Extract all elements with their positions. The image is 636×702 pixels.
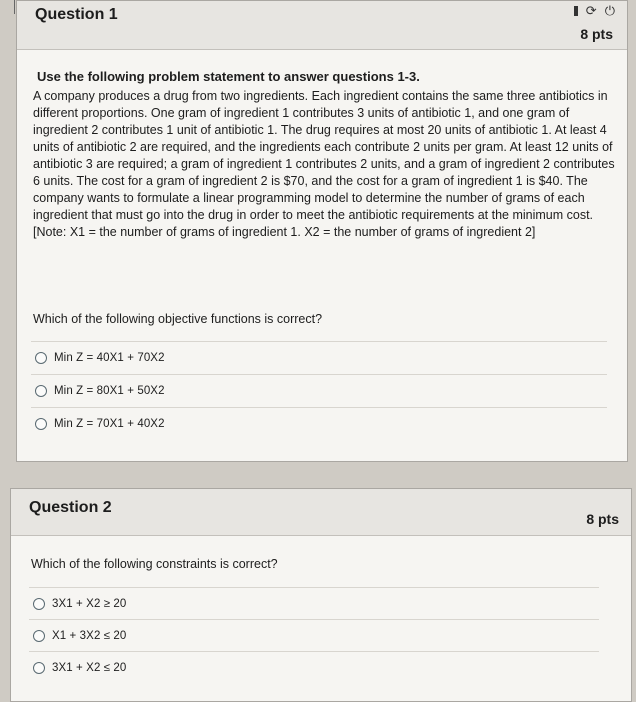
answer-option[interactable] xyxy=(29,619,599,651)
radio-button[interactable] xyxy=(33,662,45,674)
question-1-header xyxy=(17,1,627,50)
question-2-card xyxy=(10,488,632,702)
answer-option[interactable] xyxy=(31,407,607,440)
answer-option[interactable] xyxy=(31,374,607,407)
question-title: Question 2 xyxy=(29,499,112,516)
problem-statement: A company produces a drug from two ingredients. Each ingredient contains the same three antibiotics in different proportions. One gram of ingredient 1 contributes 3 units of antibiotic 1, and one gram of ingredient 2 contributes 1 unit of antibiotic 1. The drug requires at most 20 units of antibiotic 1. At least 4 units of antibiotic 2 are required, and the ingredients each contribute 2 units per gram. At least 12 units of antibiotic 3 are required; a gram of ingredient 1 contributes 2 units, and a gram of ingredient 2 contributes 6 units. The cost for a gram of ingredient 2 is $70, and the cost for a gram of ingredient 1 is $40. The company wants to formulate a linear programming model to determine the number of grams of each ingredient that must go into the drug in order to meet the antibiotic requirements at the minimum cost. [Note: X1 = the number of grams of ingredient 1. X2 = the number of grams of ingredient 2] xyxy=(33,89,615,239)
answer-option[interactable] xyxy=(29,587,599,619)
radio-button[interactable] xyxy=(33,598,45,610)
answer-list xyxy=(11,587,631,683)
question-points: 8 pts xyxy=(580,26,613,42)
question-2-header xyxy=(11,489,631,536)
answer-label: Min Z = 70X1 + 40X2 xyxy=(54,418,165,430)
answer-option[interactable] xyxy=(29,651,599,683)
question-text: Which of the following constraints is correct? xyxy=(31,557,278,571)
answer-label: Min Z = 80X1 + 50X2 xyxy=(54,385,165,397)
refresh-icon[interactable]: ⟳ xyxy=(585,3,597,18)
radio-button[interactable] xyxy=(35,418,47,430)
problem-intro: Use the following problem statement to answer questions 1-3. xyxy=(37,69,420,84)
radio-button[interactable] xyxy=(33,630,45,642)
answer-label: 3X1 + X2 ≤ 20 xyxy=(52,661,127,674)
power-icon[interactable]: ⏻ xyxy=(604,3,615,18)
answer-list xyxy=(17,341,627,440)
question-title: Question 1 xyxy=(35,6,118,23)
header-icons xyxy=(574,4,615,17)
question-points: 8 pts xyxy=(586,511,619,527)
radio-button[interactable] xyxy=(35,385,47,397)
question-1-card xyxy=(16,0,628,462)
collapse-arrow-icon[interactable] xyxy=(0,0,15,14)
answer-label: Min Z = 40X1 + 70X2 xyxy=(54,352,165,364)
answer-option[interactable] xyxy=(31,341,607,374)
radio-button[interactable] xyxy=(35,352,47,364)
flag-icon[interactable] xyxy=(574,6,578,16)
answer-label: 3X1 + X2 ≥ 20 xyxy=(52,597,127,610)
answer-label: X1 + 3X2 ≤ 20 xyxy=(52,629,127,642)
question-text: Which of the following objective functions is correct? xyxy=(33,312,323,326)
